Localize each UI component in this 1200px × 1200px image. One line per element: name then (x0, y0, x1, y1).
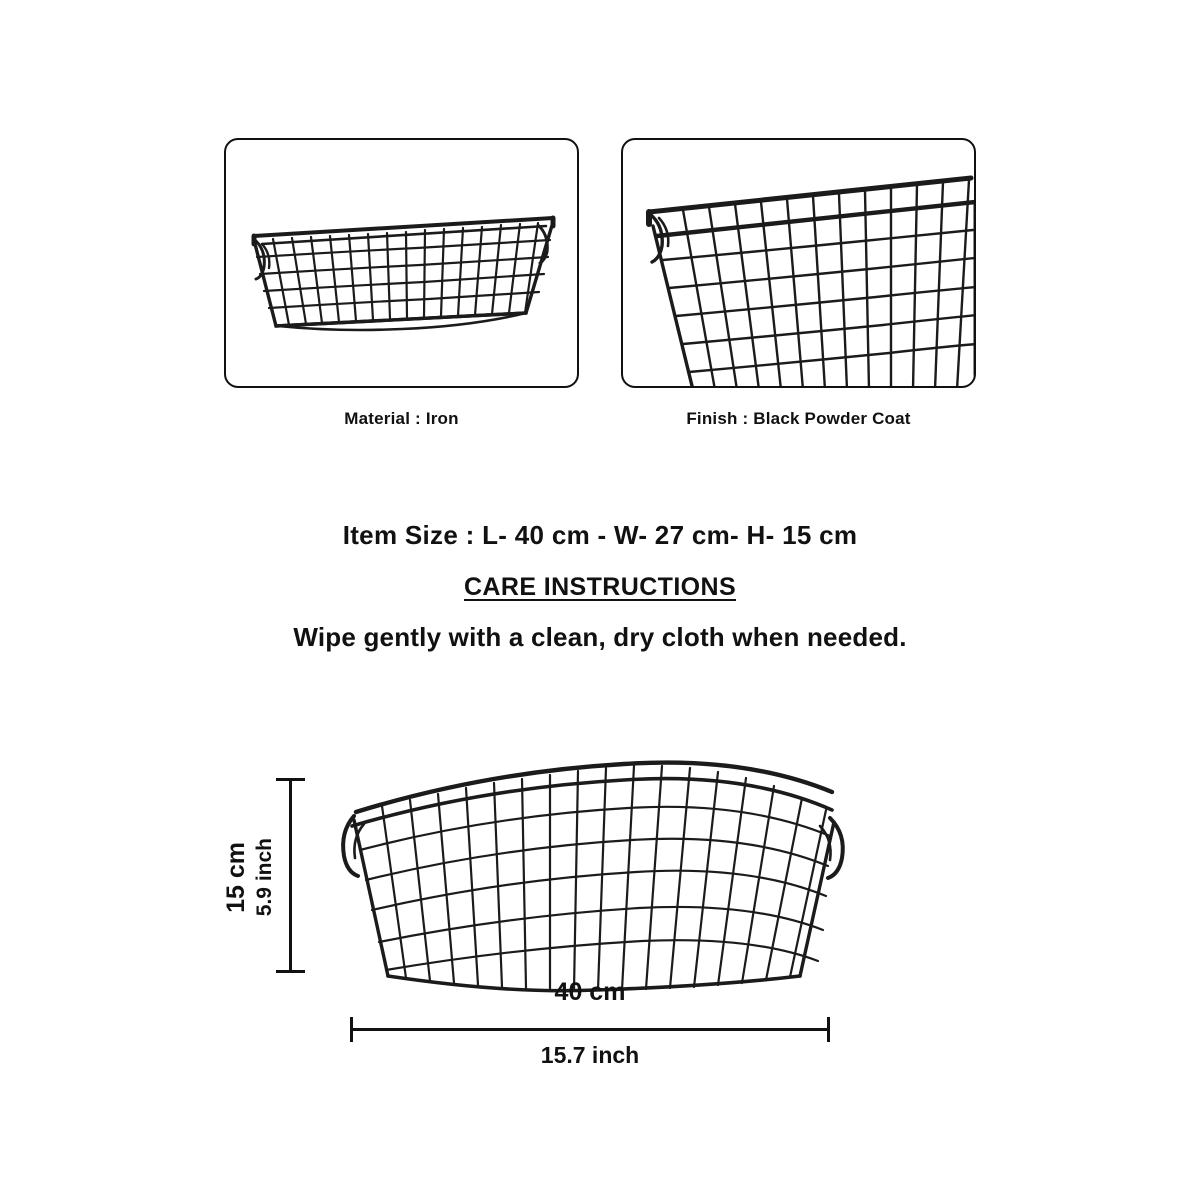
wire-basket-front-view-image (310, 740, 880, 1005)
finish-image-frame (621, 138, 976, 388)
material-image-frame (224, 138, 579, 388)
finish-caption: Finish : Black Powder Coat (686, 409, 911, 428)
height-cm-label: 15 cm (222, 841, 250, 913)
width-dimension-line (350, 1017, 830, 1041)
height-line (289, 778, 292, 973)
height-labels (222, 782, 277, 972)
height-inch-label: 5.9 inch (253, 837, 276, 917)
height-dimension-line (270, 778, 310, 973)
width-cap-right (827, 1017, 830, 1042)
wire-basket-close-up-icon (623, 140, 976, 388)
height-cap-bottom (276, 970, 305, 973)
product-detail-cards (0, 138, 1200, 429)
dimension-diagram (0, 720, 1200, 1120)
width-cm-label-wrap (350, 978, 830, 1007)
material-caption: Material : Iron (344, 409, 459, 428)
care-instructions-text: Wipe gently with a clean, dry cloth when needed. (293, 622, 907, 652)
wire-basket-front-view-icon (310, 740, 880, 1005)
finish-card (621, 138, 976, 429)
width-cm-label: 40 cm (554, 978, 626, 1006)
wire-basket-side-view-icon (226, 140, 579, 388)
width-inch-label-wrap (350, 1042, 830, 1069)
care-instructions-title: CARE INSTRUCTIONS (463, 573, 737, 601)
width-line (350, 1028, 830, 1031)
width-inch-label: 15.7 inch (540, 1042, 640, 1068)
item-size-text: Item Size : L- 40 cm - W- 27 cm- H- 15 cm (342, 520, 858, 550)
specs-text-block (0, 520, 1200, 653)
material-card (224, 138, 579, 429)
